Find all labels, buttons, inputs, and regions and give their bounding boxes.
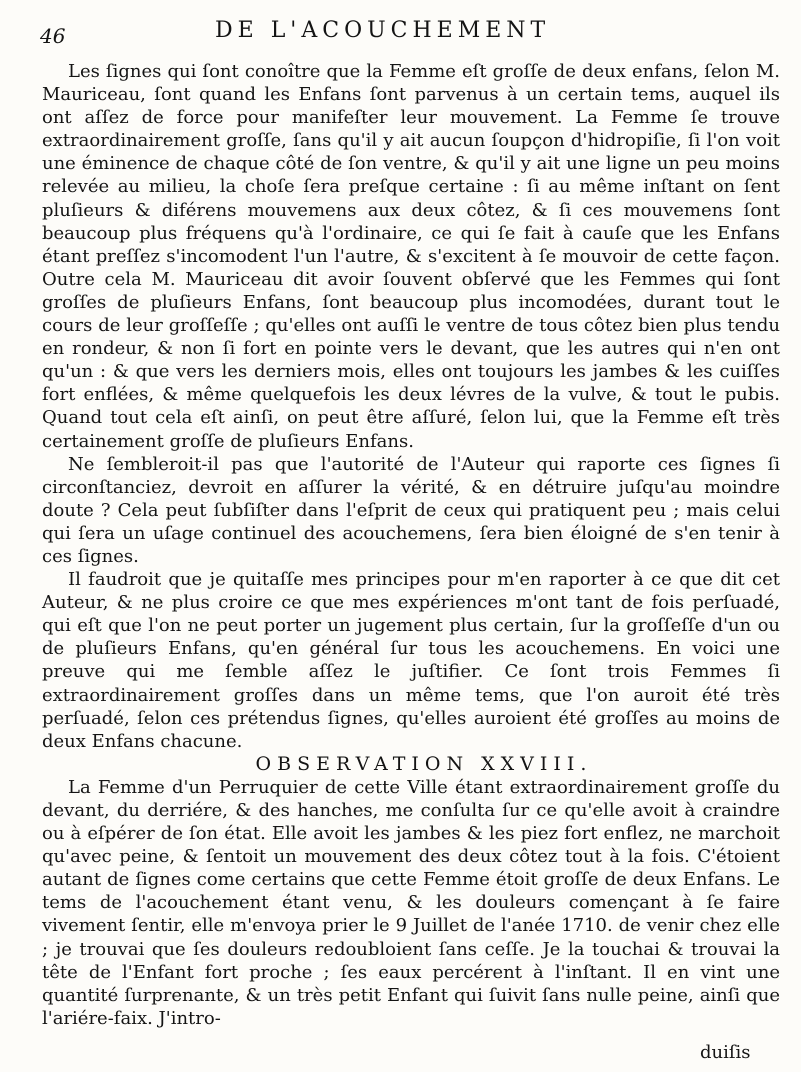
paragraph-principes: Il faudroit que je quitaſſe mes principes pour m'en raporter à ce que dit cet Auteur, & ne plus croire ce que mes expériences m'ont tant de fois perſuadé, qui eſt que l'on ne peut porter un jugement plus certain, ſur la groſſeſſe d'un ou de pluſieurs Enfans, qu'en général ſur tous les acouchemens. En voici une preuve qui me ſemble aſſez le juſtifier. Ce ſont trois Femmes ſi extraordinairement groſſes dans un même tems, que l'on auroit été très perſuadé, ſelon ces prétendus ſignes, qu'elles auroient été groſſes au moins de deux Enfans chacune. (42, 569, 780, 752)
observation-title: OBSERVATION XXVIII. (255, 752, 593, 775)
paragraph-signes: Les ſignes qui ſont conoître que la Femme eſt groſſe de deux enfans, ſelon M. Mauriceau, ſont quand les Enfans ſont parvenus à un certain tems, auquel ils ont aſſez de force pour manifeſter leur mouvement. La Femme ſe trouve extraordinairement groſſe, ſans qu'il y ait aucun ſoupçon d'hidropiſie, ſi l'on voit une éminence de chaque côté de ſon ventre, & qu'il y ait une ligne un peu moins relevée au milieu, la choſe ſera preſque certaine : ſi au même inſtant on ſent pluſieurs & diférens mouvemens aux deux côtez, & ſi ces mouvemens ſont beaucoup plus fréquens qu'à l'ordinaire, ce qui ſe fait à cauſe que les Enfans étant preſſez s'incomodent l'un l'autre, & s'excitent à ſe mouvoir de cette façon. Outre cela M. Mauriceau dit avoir ſouvent obſervé que les Femmes qui ſont groſſes de pluſieurs Enfans, ſont beaucoup plus incomodées, durant tout le cours de leur groſſeſſe ; qu'elles ont auſſi le ventre de tous côtez bien plus tendu en rondeur, & non ſi fort en pointe vers le devant, que les autres qui n'en ont qu'un : & que vers les derniers mois, elles ont toujours les jambes & les cuiſſes fort enflées, & même quelquefois les deux lévres de la vulve, & tout le pubis. Quand tout cela eſt ainſi, on peut être aſſuré, ſelon lui, que la Femme eſt très certainement groſſe de pluſieurs Enfans. (42, 61, 780, 452)
page-header (40, 8, 780, 58)
page-number: 46 (40, 24, 66, 48)
observation-paragraph: La Femme d'un Perruquier de cette Ville étant extraordinairement groſſe du devant, du derriére, & des hanches, me conſulta ſur ce qu'elle avoit à craindre ou à eſpérer de ſon état. Elle avoit les jambes & les piez fort enflez, ne marchoit qu'avec peine, & ſentoit un mouvement des deux côtez tout à la fois. C'étoient autant de ſignes come certains que cette Femme étoit groſſe de deux Enfans. Le tems de l'acouchement étant venu, & les douleurs començant à ſe faire vivement ſentir, elle m'envoya prier le 9 Juillet de l'anée 1710. de venir chez elle ; je trouvai que ſes douleurs redoubloient ſans ceſſe. Je la touchai & trouvai la tête de l'Enfant fort proche ; ſes eaux percérent à l'inſtant. Il en vint une quantité ſurprenante, & un très petit Enfant qui ſuivit ſans nulle peine, ainſi que l'ariére-faix. J'intro- (42, 776, 780, 1029)
running-head: DE L'ACOUCHEMENT (215, 18, 551, 43)
paragraph-doute: Ne ſembleroit-il pas que l'autorité de l'Auteur qui raporte ces ſignes ſi circonſtanciez, devroit en aſſurer la vérité, & en détruire juſqu'au moindre doute ? Cela peut ſubſiſter dans l'eſprit de ceux qui pratiquent peu ; mais celui qui ſera un uſage continuel des acouchemens, ſera bien éloigné de s'en tenir à ces ſignes. (42, 453, 780, 567)
body-text (42, 60, 780, 1030)
catchword: duiſis (700, 1042, 751, 1063)
